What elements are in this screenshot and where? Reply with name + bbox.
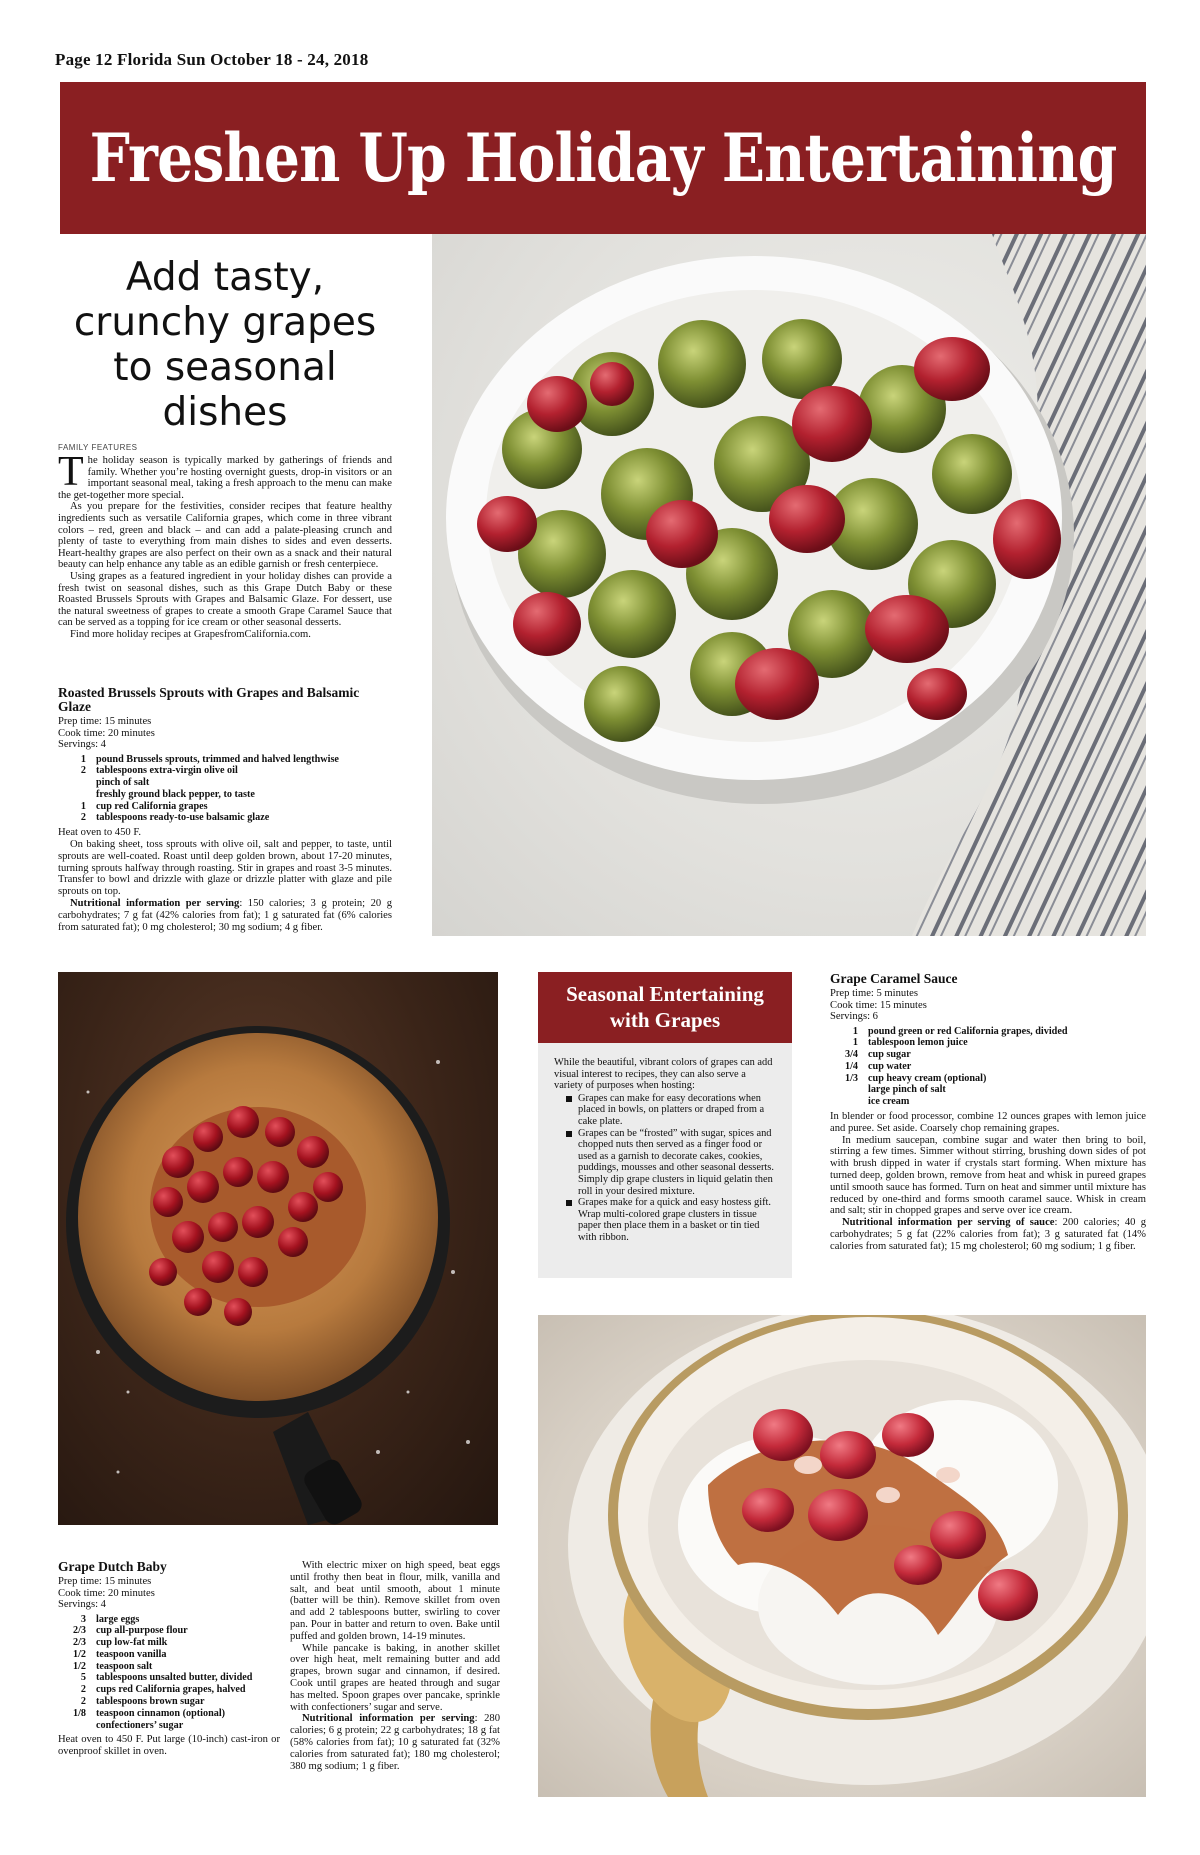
ingredient: 1 tablespoon lemon juice (852, 1037, 968, 1049)
ingredient: 5 tablespoons unsalted butter, divided (80, 1672, 253, 1684)
ingredient: 1/2 teaspoon vanilla (72, 1648, 167, 1660)
recipe-grape-dutch-baby-continued (290, 1560, 500, 1772)
sidebar-box (538, 972, 792, 1278)
cook-time: Cook time: 20 minutes (58, 1587, 155, 1599)
cook-time: Cook time: 15 minutes (830, 999, 927, 1011)
recipe-brussels-sprouts (58, 686, 392, 933)
recipe-step: On baking sheet, toss sprouts with olive oil, salt and pepper, to taste, until sprouts are well-coated. Roast until deep golden brown, about 17-20 minutes, turning sprouts halfway through roasting. Stir in grapes and roast 3-5 minutes. Transfer to bowl and drizzle with glaze or drizzle platter with glaze and pile sprouts on top. (58, 839, 392, 898)
ingredient: large pinch of salt (868, 1084, 946, 1096)
ingredient: 1 pound green or red California grapes, divided (852, 1025, 1068, 1037)
ingredient: 1/8 teaspoon cinnamon (optional) confectioners’ sugar (72, 1707, 226, 1731)
prep-time: Prep time: 15 minutes (58, 1576, 152, 1587)
intro-paragraph-1: The holiday season is typically marked by gatherings of friends and family. Whether you’re hosting overnight guests, drop-in visitors or an important seasonal meal, taking a fresh approach to the menu can make the get-together more special. (58, 449, 392, 501)
grape-dutch-baby-photo (58, 972, 498, 1525)
recipe-step: In medium saucepan, combine sugar and water then bring to boil, stirring a few times. Simmer without stirring, brushing down sides of pot with brush dipped in water if crystals start forming. When mixture has turned deep, golden brown, remove from heat and whisk in pureed grapes until smooth sauce has formed. Turn on heat and simmer until mixture has reduced by one-third and forms smooth caramel sauce. Whisk in cream and salt; stir in chopped grapes and serve over ice cream. (830, 1134, 1146, 1217)
cook-time: Cook time: 20 minutes (58, 727, 155, 739)
dutch-baby-illustration (58, 972, 498, 1525)
drop-cap: T (58, 449, 84, 495)
sidebar-bullet: Grapes can be “frosted” with sugar, spices and chopped nuts then served as a finger food or used as a garnish to decorate cakes, cookies, puddings, mousses and other seasonal desserts. Simply dip grape clusters in liquid gelatin then roll in your desired mixture. (554, 1128, 776, 1198)
recipe-step: Heat oven to 450 F. (58, 827, 142, 839)
ingredient-list (58, 754, 392, 825)
section-banner (60, 82, 1146, 234)
nutrition-info: Nutritional information per serving: 280 calories; 6 g protein; 22 g carbohydrates; 18 g fat (58% calories from fat); 10 g saturated fat (32% calories from saturated fat); 180 mg cholesterol; 380 mg sodium; 1 g fiber. (290, 1713, 500, 1772)
ingredient: 2 tablespoons brown sugar (80, 1696, 205, 1708)
prep-time: Prep time: 5 minutes (830, 988, 918, 999)
recipe-step: With electric mixer on high speed, beat eggs until frothy then beat in flour, milk, vanilla and salt, and beat until smooth, about 1 minute (batter will be thin). Remove skillet from oven and add 2 tablespoons butter, swirling to cover pan. Pour in batter and return to oven. Bake until puffed and golden brown, 14-19 minutes. (290, 1560, 500, 1642)
brussels-sprouts-grapes-photo (432, 234, 1146, 936)
article-headline: Add tasty, crunchy grapes to seasonal dishes (73, 255, 377, 435)
page-folio: Page 12 Florida Sun October 18 - 24, 2018 (55, 50, 369, 69)
recipe-step: In blender or food processor, combine 12 ounces grapes with lemon juice and puree. Set aside. Coarsely chop remaining grapes. (830, 1111, 1146, 1134)
recipe-title: Grape Dutch Baby (58, 1559, 167, 1574)
sidebar-intro: While the beautiful, vibrant colors of grapes can add visual interest to recipes, they can also serve a variety of purposes when hosting: (554, 1057, 773, 1092)
recipe-step: Heat oven to 450 F. Put large (10-inch) cast-iron or ovenproof skillet in oven. (58, 1734, 280, 1758)
intro-paragraph-4: Find more holiday recipes at GrapesfromCalifornia.com. (70, 628, 311, 640)
ingredient: 1/3 cup heavy cream (optional) (844, 1072, 987, 1084)
ingredient: pinch of salt (96, 777, 150, 789)
servings: Servings: 4 (58, 739, 106, 750)
ingredient: 1/4 cup water (844, 1060, 912, 1072)
nutrition-info: Nutritional information per serving of sauce: 200 calories; 40 g carbohydrates; 5 g fat (22% calories from fat); 3 g saturated fat (14% calories from saturated fat); 15 mg cholesterol; 60 mg sodium; 1 g fiber. (830, 1217, 1146, 1252)
sidebar-bullet: Grapes make for a quick and easy hostess gift. Wrap multi-colored grape clusters in tissue paper then place them in a basket or tin tied with ribbon. (554, 1197, 776, 1243)
intro-paragraph-3: Using grapes as a featured ingredient in your holiday dishes can provide a fresh twist on seasonal dishes, such as this Grape Dutch Baby or these Roasted Brussels Sprouts with Grapes and Balsamic Glaze. For dessert, use the natural sweetness of grapes to create a smooth Grape Caramel Sauce that can be served as a topping for ice cream or other seasonal desserts. (58, 570, 392, 629)
recipe-grape-dutch-baby (58, 1560, 280, 1758)
ingredient: freshly ground black pepper, to taste (96, 788, 255, 800)
ingredient: 1 pound Brussels sprouts, trimmed and halved lengthwise (80, 753, 339, 765)
article-source: FAMILY FEATURES (58, 443, 138, 452)
ingredient: ice cream (868, 1096, 910, 1108)
sidebar-title: Seasonal Entertaining with Grapes (538, 972, 792, 1043)
sidebar-body (538, 1043, 792, 1244)
sidebar-list (554, 1093, 776, 1244)
ingredient: 3 large eggs (80, 1613, 140, 1625)
recipe-title: Roasted Brussels Sprouts with Grapes and Balsamic Glaze (58, 685, 360, 714)
servings: Servings: 6 (830, 1011, 878, 1022)
servings: Servings: 4 (58, 1599, 106, 1610)
grape-caramel-sauce-ice-cream-photo (538, 1315, 1146, 1797)
recipe-step: While pancake is baking, in another skillet over high heat, melt remaining butter and add grapes, brown sugar and cinnamon, if desired. Cook until grapes are heated through and sugar has melted. Spoon grapes over pancake, sprinkle with confectioners’ sugar and serve. (290, 1642, 500, 1713)
recipe-title: Grape Caramel Sauce (830, 971, 958, 986)
ingredient-list (830, 1026, 1146, 1109)
article-intro (58, 449, 392, 641)
ingredient: 3/4 cup sugar (844, 1049, 911, 1061)
brussels-sprouts-illustration (432, 234, 1146, 936)
ingredient: 1/2 teaspoon salt (72, 1660, 153, 1672)
intro-paragraph-2: As you prepare for the festivities, consider recipes that feature healthy ingredients such as versatile California grapes, which come in three vibrant colors – red, green and black – and can add a palate-pleasing crunch and plenty of taste to everything from main dishes to sides and even desserts. Heart-healthy grapes are also perfect on their own as a snack and their natural beauty can help enhance any table as an edible garnish or fresh centerpiece. (58, 501, 392, 571)
nutrition-info: Nutritional information per serving: 150 calories; 3 g protein; 20 g carbohydrates; 7 g fat (42% calories from fat); 1 g saturated fat (6% calories from saturated fat); 0 mg cholesterol; 30 mg sodium; 4 g fiber. (58, 898, 392, 933)
prep-time: Prep time: 15 minutes (58, 716, 152, 727)
ingredient: 2 tablespoons extra-virgin olive oil (80, 765, 238, 777)
section-title: Freshen Up Holiday Entertaining (89, 119, 1117, 197)
ingredient: 2 cups red California grapes, halved (80, 1684, 246, 1696)
ingredient-list (58, 1614, 280, 1732)
ice-cream-illustration (538, 1315, 1146, 1797)
ingredient: 2/3 cup all-purpose flour (72, 1625, 188, 1637)
ingredient: 2 tablespoons ready-to-use balsamic glaze (80, 812, 270, 824)
sidebar-bullet: Grapes can make for easy decorations when placed in bowls, on platters or draped from a cake plate. (554, 1093, 776, 1128)
ingredient: 1 cup red California grapes (80, 800, 208, 812)
recipe-grape-caramel-sauce (830, 972, 1146, 1253)
ingredient: 2/3 cup low-fat milk (72, 1637, 168, 1649)
